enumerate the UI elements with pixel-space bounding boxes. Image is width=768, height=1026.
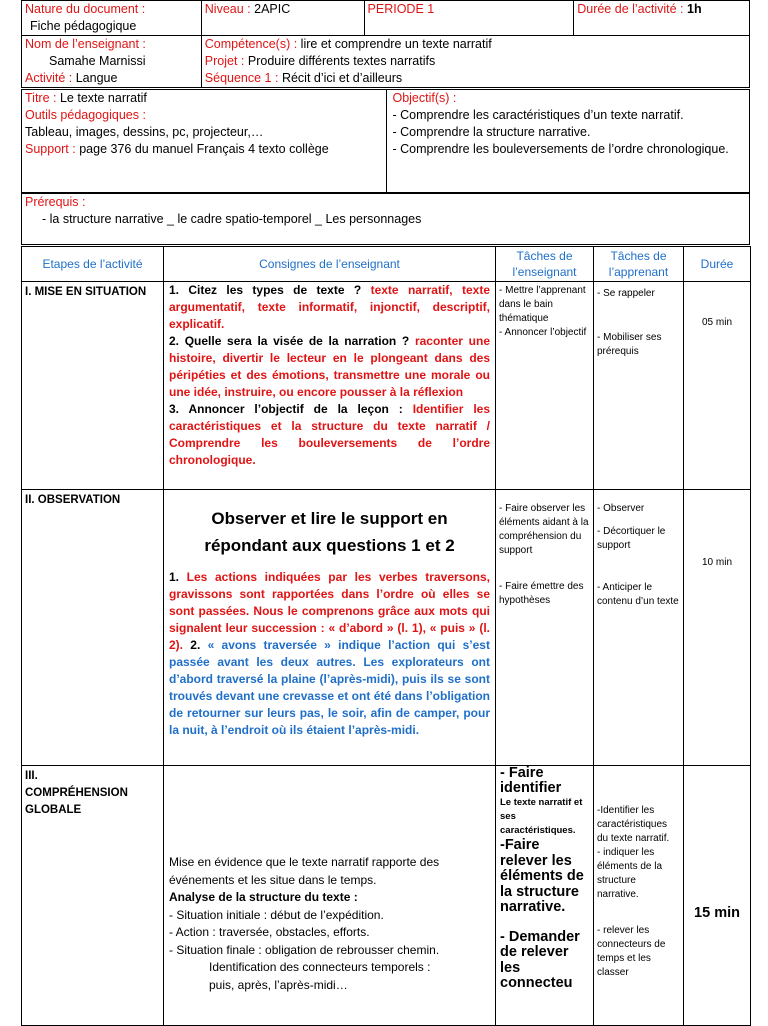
- outils-label: Outils pédagogiques :: [25, 108, 146, 122]
- activite-value: Langue: [75, 71, 118, 85]
- tache-item: - Observer: [597, 503, 645, 514]
- competence-value: lire et comprendre un texte narratif: [300, 37, 492, 51]
- connecteurs-title: Identification des connecteurs temporels :: [209, 960, 431, 974]
- analyse-title: Analyse de la structure du texte :: [169, 890, 358, 904]
- enseignant-cell: [22, 36, 202, 88]
- periode-value: PERIODE 1: [367, 2, 435, 16]
- tache-item: - Faire émettre des hypothèses: [499, 581, 584, 606]
- tache-item: - Se rappeler: [597, 288, 655, 299]
- header-duree: Durée: [684, 247, 751, 282]
- info-table: [21, 89, 750, 193]
- answer-number-1: 1.: [169, 570, 180, 584]
- nature-cell: [22, 1, 202, 36]
- enseignant-value: Samahe Marnissi: [49, 54, 146, 68]
- table-row: [22, 766, 751, 1026]
- header-taches-apprenant: Tâches de l’apprenant: [594, 247, 684, 282]
- competence-label: Compétence(s) :: [204, 37, 298, 51]
- objectif-item: - Comprendre les caractéristiques d’un texte narratif.: [392, 108, 684, 122]
- objectif-item: - Comprendre les bouleversements de l’ordre chronologique.: [392, 142, 729, 156]
- consignes-cell: [164, 282, 496, 490]
- outils-value: Tableau, images, dessins, pc, projecteur,…: [25, 125, 264, 139]
- activite-label: Activité :: [25, 71, 73, 85]
- taches-enseignant-cell: [496, 766, 594, 1026]
- tache-item: - indiquer les éléments de la structure narrative.: [597, 847, 663, 900]
- duree-cell: 15 min: [684, 766, 751, 1026]
- duree-cell: [574, 1, 750, 36]
- connecteurs-list: puis, après, l’après-midi…: [209, 977, 348, 992]
- table-row: [22, 282, 751, 490]
- nature-value: Fiche pédagogique: [30, 19, 137, 33]
- tache-item: - Annoncer l’objectif: [499, 327, 587, 338]
- header-consignes: Consignes de l’enseignant: [164, 247, 496, 282]
- prerequis-label: Prérequis :: [25, 195, 86, 209]
- titre-value: Le texte narratif: [59, 91, 147, 105]
- step-cell: III. COMPRÉHENSION GLOBALE: [22, 766, 164, 1026]
- lesson-table: [21, 246, 751, 1026]
- tache-item: - Décortiquer le support: [597, 526, 666, 551]
- objectifs-cell: [387, 90, 750, 193]
- intro-text: Mise en évidence que le texte narratif rapporte des événements et les situe dans le temps.: [169, 855, 440, 887]
- tache-item: -Identifier les caractéristiques du texte narratif.: [597, 805, 670, 844]
- niveau-cell: [201, 1, 364, 36]
- support-value: page 376 du manuel Français 4 texto collège: [79, 142, 329, 156]
- header-etapes: Etapes de l’activité: [22, 247, 164, 282]
- tache-item: -Faire relever les éléments de la structure narrative.: [500, 837, 584, 915]
- tache-item: Le texte narratif et ses caractéristiques.: [500, 797, 583, 836]
- niveau-label: Niveau :: [204, 2, 251, 16]
- titre-cell: [22, 90, 387, 193]
- tache-item: - Faire observer les éléments aidant à la compréhension du support: [499, 503, 589, 556]
- tache-item: - Anticiper le contenu d’un texte: [597, 582, 679, 607]
- tache-item: - Mettre l’apprenant dans le bain thématique: [499, 285, 586, 324]
- sequence-label: Séquence 1 :: [204, 71, 279, 85]
- question-1: 1. Citez les types de texte ?: [169, 283, 362, 297]
- structure-item: - Action : traversée, obstacles, efforts.: [169, 925, 370, 939]
- nature-label: Nature du document :: [25, 2, 146, 16]
- projet-value: Produire différents textes narratifs: [247, 54, 436, 68]
- structure-item: - Situation finale : obligation de rebrousser chemin.: [169, 942, 440, 957]
- duree-label: Durée de l’activité :: [577, 2, 684, 16]
- duree-cell: 05 min: [684, 282, 751, 490]
- observation-title: Observer et lire le support en répondant aux questions 1 et 2: [204, 509, 455, 555]
- consignes-cell: [164, 490, 496, 766]
- competence-cell: [201, 36, 749, 88]
- answer-number-2: 2.: [190, 638, 201, 652]
- objectif-item: - Comprendre la structure narrative.: [392, 125, 591, 139]
- question-2: 2. Quelle sera la visée de la narration ?: [169, 334, 410, 348]
- duree-cell: 10 min: [684, 490, 751, 766]
- tache-item: - Mobiliser ses prérequis: [597, 332, 662, 357]
- enseignant-label: Nom de l’enseignant :: [25, 37, 146, 51]
- tache-item: - Demander de relever les connecteu: [500, 928, 580, 991]
- taches-enseignant-cell: [496, 282, 594, 490]
- taches-apprenant-cell: [594, 766, 684, 1026]
- step-cell: II. OBSERVATION: [22, 490, 164, 766]
- taches-apprenant-cell: [594, 490, 684, 766]
- consignes-cell: [164, 766, 496, 1026]
- header-table: [21, 0, 750, 88]
- taches-enseignant-cell: [496, 490, 594, 766]
- taches-apprenant-cell: [594, 282, 684, 490]
- structure-item: - Situation initiale : début de l’expédition.: [169, 907, 384, 922]
- objectifs-label: Objectif(s) :: [392, 91, 457, 105]
- step-cell: I. MISE EN SITUATION: [22, 282, 164, 490]
- prerequis-box: [21, 193, 750, 245]
- prerequis-value: - la structure narrative _ le cadre spatio-temporel _ Les personnages: [42, 212, 422, 226]
- answer-1: texte narratif, texte argumentatif, texte informatif, injonctif, descriptif, explicatif.: [169, 283, 490, 331]
- titre-label: Titre :: [25, 91, 57, 105]
- answer-1: Les actions indiquées par les verbes traversons, gravissons sont rapportées dans l’ordre où elles se sont passées. Nous le comprenons grâce aux mots qui signalent leur succession : « d’abord » (l. 1), « puis » (l. 2).: [169, 570, 490, 652]
- periode-cell: [364, 1, 574, 36]
- projet-label: Projet :: [204, 54, 245, 68]
- tache-item: - relever les connecteurs de temps et les classer: [597, 925, 666, 978]
- sequence-value: Récit d’ici et d’ailleurs: [281, 71, 403, 85]
- answer-2: raconter une histoire, divertir le lecteur en le plongeant dans des péripéties et des émotions, transmettre une morale ou une idée, instruire, ou encore pousser à la réflexion: [169, 334, 490, 399]
- duree-value: 1h: [687, 2, 702, 16]
- tache-item: - Faire identifier: [500, 765, 562, 796]
- header-taches-enseignant: Tâches de l’enseignant: [496, 247, 594, 282]
- question-3: 3. Annoncer l’objectif de la leçon :: [169, 402, 403, 416]
- answer-2: « avons traversée » indique l’action qui s’est passée avant les deux autres. Les explorateurs ont d’abord traversé la plaine (l’après-midi), puis ils se sont trouvés devant une crevasse et ont été dans l’obligation de retourner sur leurs pas, le soir, afin de camper, pour la nuit, à l’endroit où ils étaient l’après-midi.: [169, 638, 490, 737]
- niveau-value: 2APIC: [254, 2, 291, 16]
- support-label: Support :: [25, 142, 76, 156]
- answer-3: Identifier les caractéristiques et la structure du texte narratif / Comprendre les bouleversements de l’ordre chronologique.: [169, 402, 490, 467]
- table-row: [22, 490, 751, 766]
